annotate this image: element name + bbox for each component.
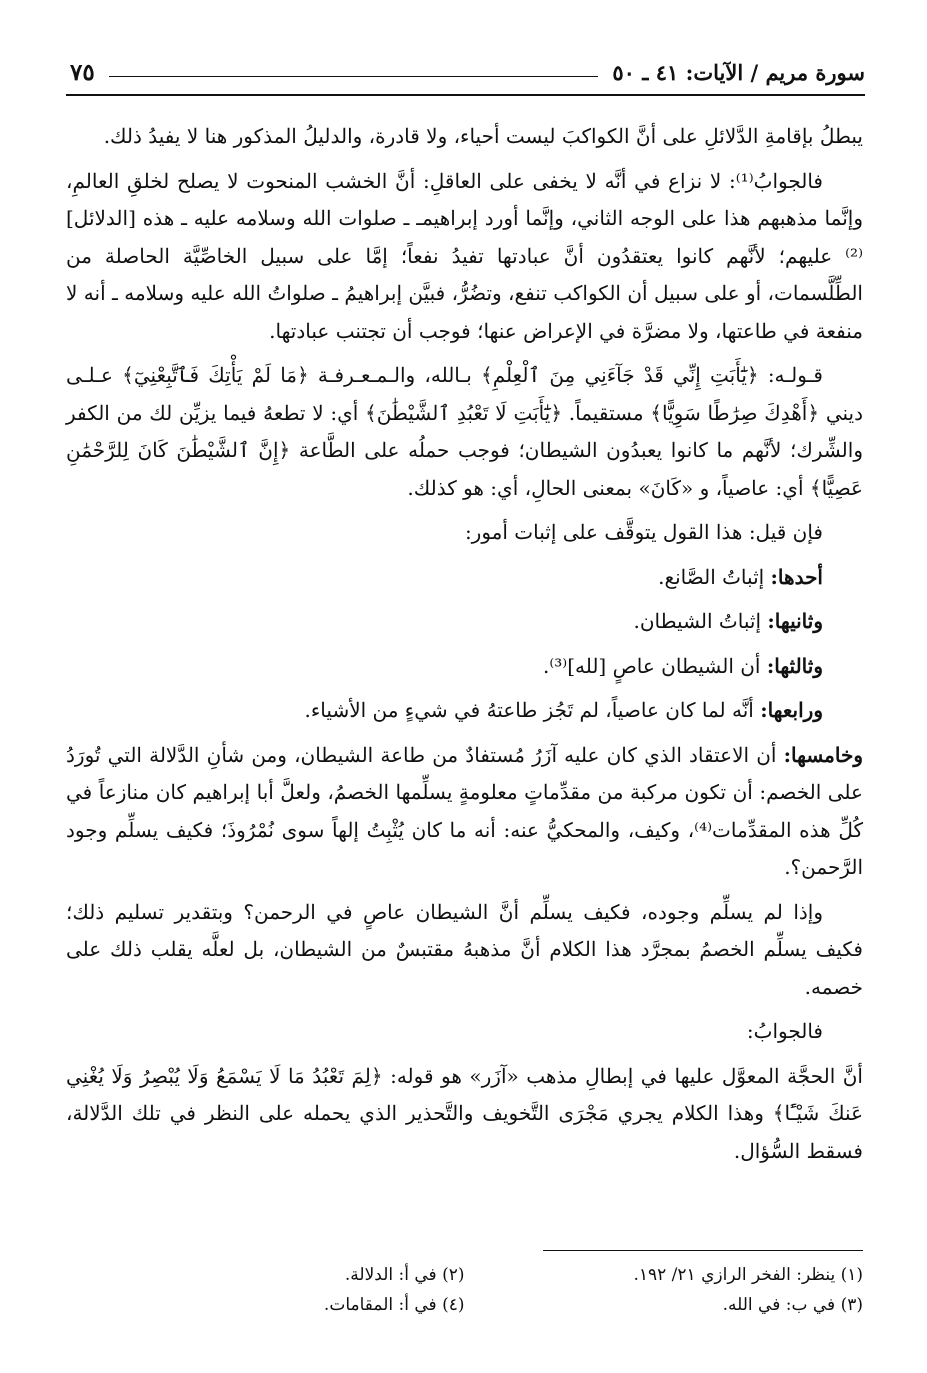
answer-intro: فالجوابُ:	[746, 1019, 823, 1043]
item-label: ورابعها:	[760, 698, 823, 722]
item-label: وثالثها:	[766, 653, 823, 678]
list-item	[66, 648, 863, 686]
footnote: (٣) في ب: في الله.	[722, 1295, 863, 1315]
footnote: (٤) في أ: المقامات.	[323, 1295, 465, 1315]
paragraph: وإذا لم يسلِّم وجوده، فكيف يسلِّم أنَّ الشيطان عاصٍ في الرحمن؟ وبتقدير تسليم ذلك؛ فكيف يسلِّم الخصمُ بمجرَّد هذا الكلام أنَّ مذهبهُ مقتبسٌ من الشيطان، بل لعلَّه يقلب ذلك على خصمه.	[66, 899, 863, 999]
item-text: إثباتُ الصَّانع.	[658, 564, 771, 589]
paragraph: قـولـه: ﴿يَٰٓأَبَتِ إِنِّي قَدْ جَآءَنِي مِنَ ٱلْعِلْمِ﴾ بـالله، والـمـعـرفـة ﴿مَا لَمْ يَأْتِكَ فَٱتَّبِعْنِيٓ﴾ عـلـى ديني ﴿أَهْدِكَ صِرَٰطًا سَوِيًّا﴾ مستقيماً. ﴿يَٰٓأَبَتِ لَا تَعْبُدِ ٱلشَّيْطَٰنَ﴾ أي: لا تطعهُ فيما يزيِّن لك من الكفر والشِّرك؛ لأنَّهم ما كانوا يعبدُون الشيطان؛ فوجب حملُه على الطَّاعة ﴿إِنَّ ٱلشَّيْطَٰنَ كَانَ لِلرَّحْمَٰنِ عَصِيًّا﴾ أي: عاصياً، و «كَانَ» بمعنى الحالِ، أي: هو كذلك.	[66, 363, 863, 500]
list-item	[66, 692, 863, 730]
running-header	[70, 52, 865, 92]
header-title: سورة مريم / الآيات: ٤١ ـ ٥٠	[612, 59, 865, 85]
footnote-row	[66, 1290, 863, 1320]
list-item	[66, 603, 863, 641]
item-text: إثباتُ الشيطان.	[633, 609, 768, 633]
footnote-rule	[543, 1250, 863, 1251]
item-text: أن الاعتقاد الذي كان عليه آزَرُ مُستفادٌ من طاعة الشيطان، ومن شأنِ الدَّلالة التي تُورَدُ على الخصم: أن تكون مركبة من مقدِّماتٍ معلومةٍ يسلِّمها الخصمُ، ولعلَّ أبا إبراهيم كان منازعاً في كُلِّ هذه المقدِّمات⁽⁴⁾، وكيف، والمحكيُّ عنه: أنه ما كان يُثْبِتُ إلهاً سوى نُمْرُوذَ؛ فكيف يسلِّم وجود الرَّحمن؟.	[66, 742, 864, 879]
header-line	[109, 76, 599, 77]
item-label: وثانيها:	[767, 609, 823, 633]
header-rule	[66, 94, 865, 96]
paragraph: فالجوابُ⁽¹⁾: لا نزاع في أنَّه لا يخفى على العاقلِ: أنَّ الخشب المنحوت لا يصلح لخلقِ العالمِ، وإنَّما مذهبهم هذا على الوجه الثاني، وإنَّما أورد إبراهيمـ ـ صلوات الله وسلامه عليه ـ هذه [الدلائل]⁽²⁾ عليهم؛ لأنَّهم كانوا يعتقدُون أنَّ عبادتها تفيدُ نفعاً؛ إمَّا على سبيل الخاصِّيَّة الحاصلة من الطِّلَّسمات، أو على سبيل أن الكواكب تنفع، وتضُرُّ، فبيَّن إبراهيمُ ـ صلواتُ الله عليه وسلامه ـ أنه لا منفعة في طاعتها، ولا مضرَّة في الإعراض عنها؛ فوجب أن تجتنب عبادتها.	[66, 168, 863, 343]
footnote: (٢) في أ: الدلالة.	[344, 1265, 465, 1285]
item-text: أنَّه لما كان عاصياً، لم تَجُز طاعتهُ في شيءٍ من الأشياء.	[304, 698, 761, 722]
question-intro: فإن قيل: هذا القول يتوقَّف على إثبات أمور:	[464, 520, 823, 544]
footnote: (١) ينظر: الفخر الرازي ٢١/ ١٩٢.	[633, 1265, 863, 1285]
item-label: وخامسها:	[783, 742, 863, 767]
paragraph: يبطلُ بإقامةِ الدَّلائلِ على أنَّ الكواكبَ ليست أحياء، ولا قادرة، والدليلُ المذكور هنا لا يفيدُ ذلك.	[103, 124, 863, 148]
list-item	[66, 737, 863, 887]
item-label: أحدها:	[770, 564, 823, 589]
answer-text: أنَّ الحجَّة المعوَّل عليها في إبطالِ مذهب «آزَر» هو قوله: ﴿لِمَ تَعْبُدُ مَا لَا يَسْمَعُ وَلَا يُبْصِرُ وَلَا يُغْنِي عَنكَ شَيْـًٔا﴾ وهذا الكلام يجري مَجْرَى التَّخويف والتَّحذير الذي يحمله على النظر في تلك الدَّلالة، فسقط السُّؤال.	[66, 1063, 863, 1163]
footnote-row	[66, 1260, 863, 1290]
footnotes	[66, 1260, 863, 1320]
page-number: ٧٥	[70, 58, 95, 86]
list-item	[66, 559, 863, 597]
main-text	[66, 118, 863, 1177]
item-text: أن الشيطان عاصٍ [لله]⁽³⁾.	[542, 653, 767, 678]
